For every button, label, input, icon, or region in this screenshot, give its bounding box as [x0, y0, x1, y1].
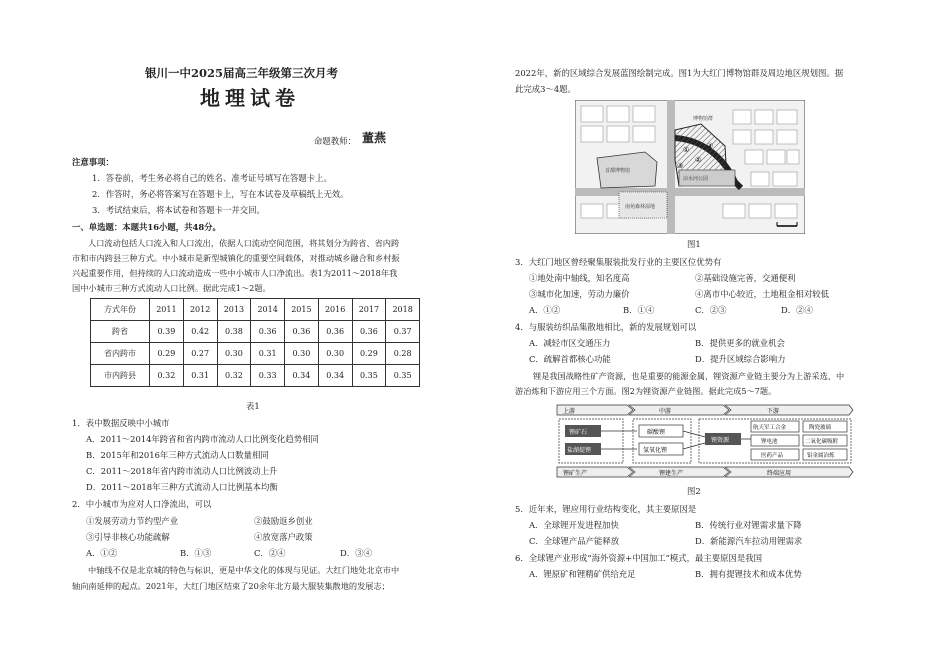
table-cell: 0.35: [386, 365, 420, 387]
q6-option: A．锂原矿和锂精矿供给充足: [529, 569, 636, 579]
q6-stem: 6．全球锂产业形成“海外资源+中国加工”模式，最主要原因是我国: [515, 553, 763, 563]
q5-option: A．全球锂开发进程加快: [529, 520, 619, 530]
q5-option: C．全球锂产品产能释放: [529, 536, 620, 546]
table-cell: 跨省: [91, 321, 150, 343]
table-cell: 0.34: [285, 365, 319, 387]
table-header-cell: 方式年份: [91, 299, 150, 321]
table-cell: 0.39: [150, 321, 184, 343]
table-header-cell: 2018: [386, 299, 420, 321]
chain-node: 铝金属冶炼: [807, 453, 835, 459]
table-caption: 表1: [246, 401, 260, 411]
q5-option: B．传统行业对锂需求量下降: [695, 520, 802, 530]
table-cell: 0.29: [352, 343, 386, 365]
table-cell: 0.37: [386, 321, 420, 343]
table-cell: 0.31: [183, 365, 217, 387]
map-marker: ①: [683, 146, 690, 154]
fig1-caption: 图1: [687, 239, 701, 249]
table-cell: 市内跨县: [91, 365, 150, 387]
table-header-cell: 2013: [217, 299, 251, 321]
q4-stem: 4．与服装纺织品集散地相比，新的发展规划可以: [515, 322, 697, 332]
table-row: [91, 343, 420, 365]
chain-node: 二氧化碳吸附: [805, 439, 839, 445]
table-header-cell: 2014: [251, 299, 285, 321]
table-cell: 0.29: [150, 343, 184, 365]
table-row: [91, 365, 420, 387]
section-title: 一、单选题：本题共16小题，共48分。: [72, 222, 221, 232]
table-cell: 省内跨市: [91, 343, 150, 365]
q3-choice: C．②③: [695, 305, 727, 315]
notice-2: 2．作答时，务必将答案写在答题卡上，写在本试卷及草稿纸上无效。: [92, 189, 349, 199]
table-cell: 0.30: [318, 343, 352, 365]
stage-label: 锂建生产: [659, 470, 684, 477]
passage1-line: 国中小城市三种方式流动人口比例。据此完成1～2题。: [72, 283, 271, 293]
q3-stem: 3．大红门地区曾经聚集服装批发行业的主要区位优势有: [515, 257, 722, 267]
table-cell: 0.31: [251, 343, 285, 365]
notice-1: 1．答卷前，考生务必将自己的姓名、准考证号填写在答题卡上。: [92, 173, 332, 183]
table-header-cell: 2011: [150, 299, 184, 321]
notice-3: 3．考试结束后，将本试卷和答题卡一并交回。: [92, 205, 265, 215]
school-title: 银川一中2025届高三年级第三次月考: [145, 66, 339, 80]
stage-label: 下游: [767, 408, 780, 415]
table-cell: 0.36: [251, 321, 285, 343]
map-label: 凉水河公园: [683, 176, 709, 182]
stage-label: 上游: [563, 408, 576, 415]
q4-option: B．提供更多的就业机会: [695, 338, 785, 348]
map-marker: ②: [695, 156, 702, 164]
passage1-line: 兴起重要作用，但持续的人口流动造成一些中小城市人口净流出。表1为2011～2018年我: [72, 268, 398, 278]
table-header-cell: 2012: [183, 299, 217, 321]
q5-option: D．新能源汽车拉动用锂需求: [695, 536, 803, 546]
table-cell: 0.35: [352, 365, 386, 387]
intro-line: 2022年，新的区域综合发展蓝图绘制完成。图1为大红门博物馆群及周边地区规划图。据: [515, 68, 844, 78]
table-header-row: [91, 299, 420, 321]
author-label: 命题教师：: [314, 136, 356, 146]
table-header-cell: 2017: [352, 299, 386, 321]
q1-option: C．2011～2018年省内跨市流动人口比例波动上升: [86, 466, 278, 476]
passage2-line: 中轴线不仅是北京城的特色与标识，更是中华文化的体现与见证。大红门地处北京市中: [88, 565, 400, 575]
q2-stem: 2．中小城市为应对人口净流出，可以: [72, 499, 212, 509]
q3-item: ③城市化加速，劳动力廉价: [529, 289, 630, 299]
chain-node: 锂资源: [711, 437, 730, 444]
chain-node: 锂矿石: [569, 429, 588, 436]
q4-option: C．疏解首都核心功能: [529, 354, 611, 364]
chain-node: 碳酸锂: [647, 429, 666, 436]
chain-node: 氢氧化锂: [643, 447, 668, 454]
map-label: 首都博物馆: [605, 168, 631, 174]
table-cell: 0.28: [386, 343, 420, 365]
stage-label: 锂矿生产: [563, 470, 588, 477]
table-header-cell: 2016: [318, 299, 352, 321]
table-cell: 0.36: [318, 321, 352, 343]
map-marker: ④: [707, 142, 714, 150]
table-cell: 0.33: [251, 365, 285, 387]
table-cell: 0.27: [183, 343, 217, 365]
q3-item: ④离市中心较近，土地租金相对较低: [695, 289, 829, 299]
q3-item: ②基础设施完善，交通便利: [695, 273, 796, 283]
q2-choice: A．①②: [86, 548, 118, 558]
q2-item: ④放宽落户政策: [254, 532, 313, 542]
chain-node: 航天军工合金: [753, 425, 787, 431]
q4-option: A．减轻市区交通压力: [529, 338, 611, 348]
table-cell: 0.42: [183, 321, 217, 343]
q2-item: ②鼓励返乡创业: [254, 516, 313, 526]
chain-node: 医药产品: [761, 453, 784, 459]
stage-label: 中游: [659, 408, 672, 415]
table-cell: 0.34: [318, 365, 352, 387]
q2-choice: B．①③: [180, 548, 212, 558]
table-cell: 0.32: [150, 365, 184, 387]
q3-choice: D．②④: [781, 305, 813, 315]
map-marker: ③: [677, 162, 684, 170]
table-cell: 0.36: [285, 321, 319, 343]
table-cell: 0.30: [217, 343, 251, 365]
author-name: 董燕: [362, 131, 387, 145]
table-cell: 0.38: [217, 321, 251, 343]
subject-title: 地理试卷: [200, 86, 300, 110]
table-cell: 0.32: [217, 365, 251, 387]
stage-label: 终端应用: [767, 470, 792, 477]
lithium-chain-diagram: [555, 403, 855, 481]
q5-stem: 5．近年来，锂应用行业结构变化，其主要原因是: [515, 504, 697, 514]
q1-option: B．2015年和2016年三种方式流动人口数量相同: [86, 450, 269, 460]
table-row: [91, 321, 420, 343]
q3-item: ①地处南中轴线，知名度高: [529, 273, 630, 283]
map-label: 博物馆群: [693, 116, 714, 122]
q2-item: ①发展劳动力节约型产业: [86, 516, 179, 526]
chain-node: 陶瓷玻璃: [809, 425, 832, 431]
q6-option: B．拥有提锂技术和成本优势: [695, 569, 802, 579]
population-table: [90, 298, 420, 387]
passage3-line: 游冶炼和下游应用三个方面。图2为锂资源产业链图。据此完成5～7题。: [515, 386, 777, 396]
passage2-line: 轴向南延伸的起点。2021年，大红门地区结束了20余年北方最大服装集散地的发展志；: [72, 581, 390, 591]
map-label: 南苑森林湿地: [625, 204, 656, 210]
q3-choice: B．①④: [623, 305, 655, 315]
passage1-line: 市和市内跨县三种方式。中小城市是新型城镇化的重要空间载体，对推动城乡融合和乡村振: [72, 253, 400, 263]
notice-title: 注意事项：: [72, 157, 114, 167]
q2-item: ③引导非核心功能疏解: [86, 532, 170, 542]
chain-node: 盐湖提锂: [567, 447, 592, 454]
q3-choice: A．①②: [529, 305, 561, 315]
table-cell: 0.36: [352, 321, 386, 343]
q1-option: D．2011～2018年三种方式流动人口比例基本均衡: [86, 482, 278, 492]
q1-stem: 1．表中数据反映中小城市: [72, 418, 170, 428]
q4-option: D．提升区域综合影响力: [695, 354, 786, 364]
chain-node: 锂电池: [761, 439, 778, 445]
planning-map: [575, 100, 805, 234]
q2-choice: C．②④: [254, 548, 286, 558]
table-header-cell: 2015: [285, 299, 319, 321]
table-cell: 0.30: [285, 343, 319, 365]
fig2-caption: 图2: [687, 486, 701, 496]
passage3-line: 锂是我国战略性矿产资源，也是重要的能源金属，锂资源产业链主要分为上游采选、中: [533, 371, 845, 381]
intro-line: 此完成3～4题。: [515, 84, 576, 94]
q2-choice: D．③④: [340, 548, 372, 558]
q1-option: A．2011～2014年跨省和省内跨市流动人口比例变化趋势相同: [86, 434, 319, 444]
passage1-line: 人口流动包括人口流入和人口流出，依据人口流动空间范围，将其划分为跨省、省内跨: [88, 238, 400, 248]
